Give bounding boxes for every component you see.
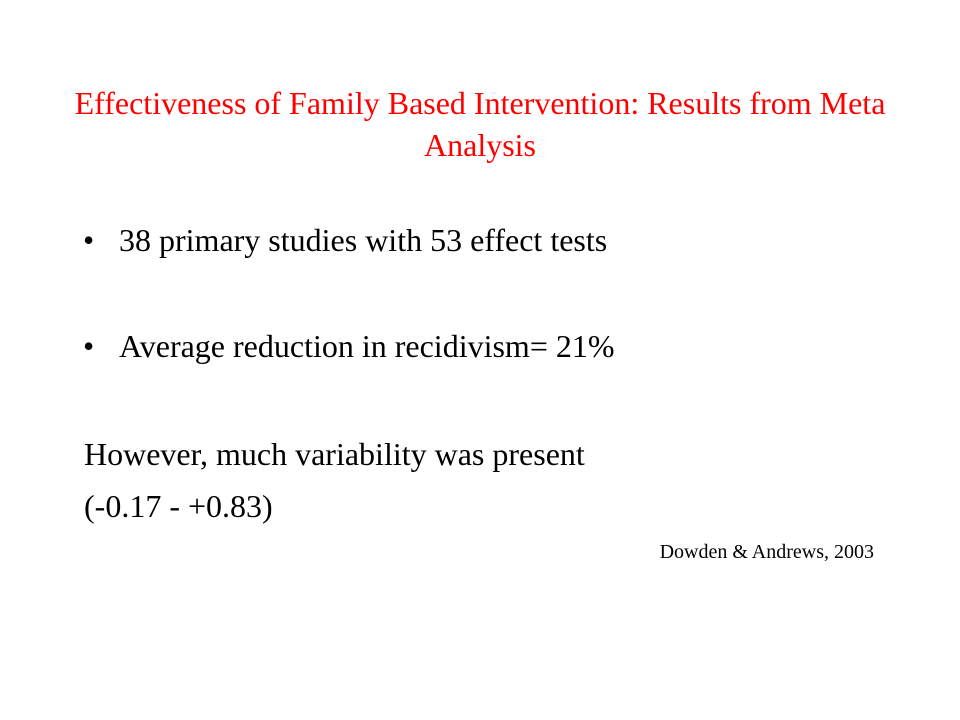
bullet-glyph: • (83, 222, 95, 258)
bullet-text: Average reduction in recidivism= 21% (119, 328, 615, 364)
bullet-glyph: • (83, 328, 95, 364)
body-line-variability: However, much variability was present (84, 436, 585, 472)
bullet-item-recidivism (83, 326, 615, 366)
body-line-range: (-0.17 - +0.83) (84, 488, 273, 524)
citation: Dowden & Andrews, 2003 (659, 541, 874, 563)
bullet-text: 38 primary studies with 53 effect tests (119, 222, 608, 258)
slide-title: Effectiveness of Family Based Intervention: Results from Meta Analysis (74, 85, 886, 163)
bullet-item-studies (83, 220, 607, 260)
